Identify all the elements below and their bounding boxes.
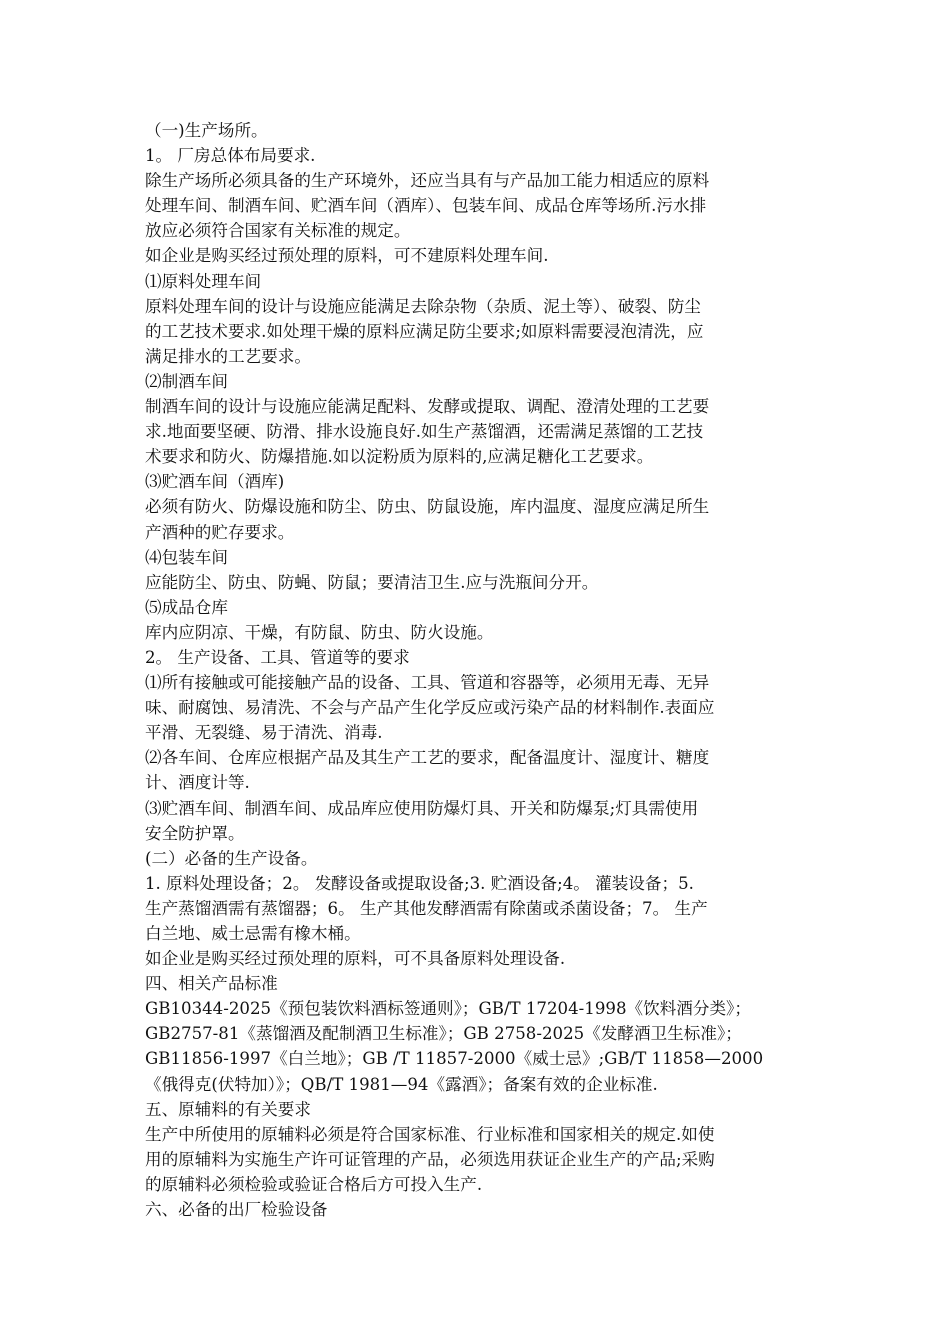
paragraph-line: 计、酒度计等.: [145, 773, 250, 793]
paragraph-line: 求.地面要坚硬、防滑、排水设施良好.如生产蒸馏酒，还需满足蒸馏的工艺技: [145, 422, 704, 442]
section-heading-product-standards: 四、相关产品标准: [145, 974, 278, 994]
paragraph-line: 平滑、无裂缝、易于清洗、消毒.: [145, 723, 383, 743]
item-heading-finished-goods-warehouse: ⑸成品仓库: [145, 597, 228, 617]
paragraph-line: 的原辅料必须检验或验证合格后方可投入生产.: [145, 1174, 483, 1194]
paragraph-line: 的工艺技术要求.如处理干燥的原料应满足防尘要求;如原料需要浸泡清洗，应: [145, 321, 704, 341]
paragraph-line: 术要求和防火、防爆措施.如以淀粉质为原料的,应满足糖化工艺要求。: [145, 447, 654, 467]
paragraph-line: 味、耐腐蚀、易清洗、不会与产品产生化学反应或污染产品的材料制作.表面应: [145, 698, 715, 718]
paragraph-line: ⑶贮酒车间、制酒车间、成品库应使用防爆灯具、开关和防爆泵;灯具需使用: [145, 798, 699, 818]
section-heading-required-equipment: (二）必备的生产设备。: [145, 848, 318, 868]
paragraph-line: 库内应阴凉、干燥，有防鼠、防虫、防火设施。: [145, 622, 494, 642]
paragraph-line: 用的原辅料为实施生产许可证管理的产品，必须选用获证企业生产的产品;采购: [145, 1149, 715, 1169]
section-heading-production-site: （一)生产场所。: [145, 121, 268, 140]
paragraph-line: 放应必须符合国家有关标准的规定。: [145, 221, 411, 241]
paragraph-line: 原料处理车间的设计与设施应能满足去除杂物（杂质、泥土等）、破裂、防尘: [145, 296, 701, 316]
paragraph-line: 制酒车间的设计与设施应能满足配料、发酵或提取、调配、澄清处理的工艺要: [145, 397, 710, 417]
paragraph-line: 满足排水的工艺要求。: [145, 346, 311, 366]
section-heading-inspection-equipment: 六、必备的出厂检验设备: [145, 1200, 328, 1220]
paragraph-line: GB11856-1997《白兰地》；GB /T 11857-2000《威士忌》;GB/T 11858—2000: [145, 1049, 764, 1069]
item-heading-raw-material-workshop: ⑴原料处理车间: [145, 271, 262, 291]
paragraph-line: 如企业是购买经过预处理的原料，可不建原料处理车间.: [145, 246, 549, 266]
item-heading-packaging-workshop: ⑷包装车间: [145, 547, 228, 567]
paragraph-line: 生产蒸馏酒需有蒸馏器；6。 生产其他发酵酒需有除菌或杀菌设备；7。 生产: [145, 898, 708, 918]
item-heading-storage-workshop: ⑶贮酒车间（酒库): [145, 472, 285, 492]
paragraph-line: 应能防尘、防虫、防蝇、防鼠；要清洁卫生.应与洗瓶间分开。: [145, 572, 599, 592]
paragraph-line: 白兰地、威士忌需有橡木桶。: [145, 924, 361, 943]
section-heading-raw-materials: 五、原辅料的有关要求: [145, 1099, 311, 1119]
subheading-equipment-requirements: 2。 生产设备、工具、管道等的要求: [145, 647, 410, 667]
subheading-factory-layout: 1。 厂房总体布局要求.: [145, 146, 316, 166]
paragraph-line: 安全防护罩。: [145, 823, 245, 843]
paragraph-line: 如企业是购买经过预处理的原料，可不具备原料处理设备.: [145, 949, 566, 969]
paragraph-line: 《俄得克(伏特加）》；QB/T 1981—94《露酒》；备案有效的企业标准.: [145, 1074, 658, 1094]
document-body: [145, 118, 813, 1222]
paragraph-line: 产酒种的贮存要求。: [145, 522, 295, 542]
paragraph-line: ⑵各车间、仓库应根据产品及其生产工艺的要求，配备温度计、湿度计、糖度: [145, 748, 710, 768]
paragraph-line: ⑴所有接触或可能接触产品的设备、工具、管道和容器等，必须用无毒、无异: [145, 673, 710, 693]
paragraph-line: 1. 原料处理设备；2。 发酵设备或提取设备;3. 贮酒设备;4。 灌装设备；5.: [145, 873, 694, 893]
paragraph-line: 生产中所使用的原辅料必须是符合国家标准、行业标准和国家相关的规定.如使: [145, 1124, 715, 1144]
paragraph-line: GB10344-2025《预包装饮料酒标签通则》；GB/T 17204-1998《饮料酒分类》；: [145, 999, 751, 1019]
item-heading-brewing-workshop: ⑵制酒车间: [145, 371, 228, 391]
paragraph-line: 必须有防火、防爆设施和防尘、防虫、防鼠设施，库内温度、湿度应满足所生: [145, 497, 710, 517]
paragraph-line: 处理车间、制酒车间、贮酒车间（酒库）、包装车间、成品仓库等场所.污水排: [145, 196, 707, 216]
paragraph-line: GB2757-81《蒸馏酒及配制酒卫生标准》；GB 2758-2025《发酵酒卫生标准》；: [145, 1024, 742, 1044]
paragraph-line: 除生产场所必须具备的生产环境外，还应当具有与产品加工能力相适应的原料: [145, 171, 710, 191]
